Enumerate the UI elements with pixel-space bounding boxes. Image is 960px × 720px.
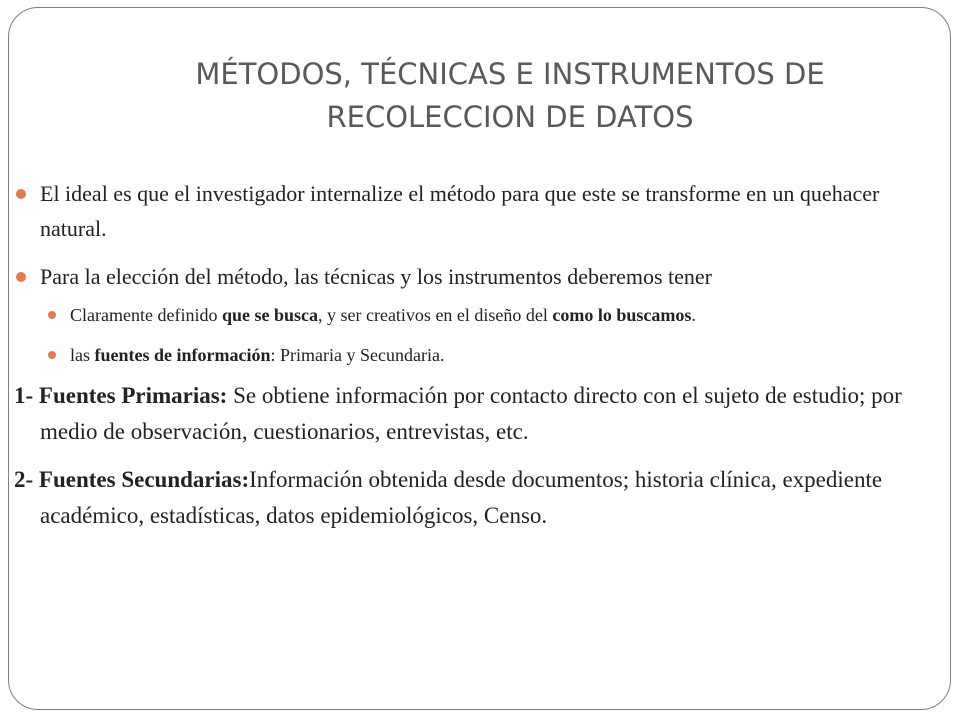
slide-title	[120, 53, 900, 139]
numbered-label: 2- Fuentes Secundarias:	[14, 467, 250, 492]
bullet-text: El ideal es que el investigador internalize el método para que este se transforme en un quehacer natural.	[40, 181, 880, 241]
sub-bullet-text: .	[691, 305, 696, 325]
sub-bullet-bold: como lo buscamos	[552, 305, 692, 325]
numbered-text: Información obtenida desde documentos; historia clínica, expediente académico, estadísticas, datos epidemiológicos, Censo.	[40, 467, 883, 528]
bullet-item	[40, 176, 920, 246]
sub-bullet-item	[70, 301, 930, 329]
sub-bullet-text: , y ser creativos en el diseño del	[317, 305, 553, 325]
sub-bullet-bold: que se busca	[221, 305, 318, 325]
sub-bullet-item	[70, 341, 930, 369]
numbered-item-secondary	[14, 462, 950, 534]
sub-bullet-bold: fuentes de información	[94, 345, 271, 365]
sub-bullet-text: las	[70, 345, 95, 365]
bullet-item	[40, 259, 920, 294]
numbered-text: Se obtiene información por contacto directo con el sujeto de estudio; por medio de observación, cuestionarios, entrevistas, etc.	[40, 383, 902, 444]
bullet-text: Para la elección del método, las técnicas y los instrumentos deberemos tener	[40, 264, 712, 289]
numbered-label: 1- Fuentes Primarias:	[14, 383, 228, 408]
sub-bullet-text: : Primaria y Secundaria.	[270, 345, 445, 365]
sub-bullet-text: Claramente definido	[70, 305, 222, 325]
title-line-1: MÉTODOS, TÉCNICAS E INSTRUMENTOS DE	[195, 57, 825, 91]
numbered-item-primary	[14, 378, 950, 450]
title-line-2: RECOLECCION DE DATOS	[326, 100, 694, 134]
